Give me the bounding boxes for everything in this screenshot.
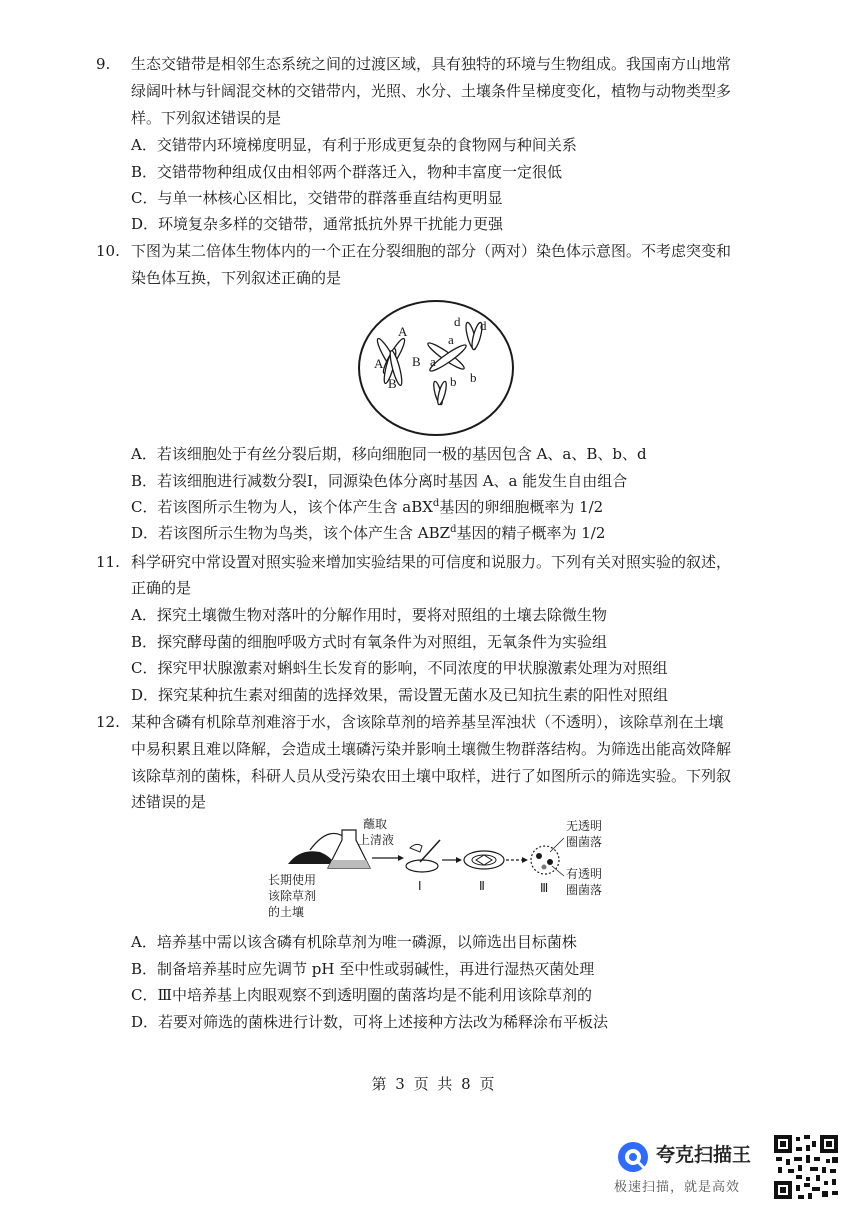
gene-label: B: [388, 376, 397, 391]
gene-label: d: [454, 314, 461, 329]
option-b: B．制备培养基时应先调节 pH 至中性或弱碱性，再进行湿热灭菌处理: [131, 960, 595, 978]
question-text-line: 样。下列叙述错误的是: [131, 109, 282, 127]
question-text-line: 生态交错带是相邻生态系统之间的过渡区域，具有独特的环境与生物组成。我国南方山地常: [131, 55, 732, 73]
option-d: D．环境复杂多样的交错带，通常抵抗外界干扰能力更强: [131, 215, 504, 233]
question-text-line: 下图为某二倍体生物体内的一个正在分裂细胞的部分（两对）染色体示意图。不考虑突变和: [131, 242, 732, 260]
figure-label: 圈菌落: [566, 883, 603, 897]
screening-experiment-diagram: [260, 818, 630, 928]
option-a: A．交错带内环境梯度明显，有利于形成更复杂的食物网与种间关系: [131, 136, 577, 154]
option-a: A．探究土壤微生物对落叶的分解作用时，要将对照组的土壤去除微生物: [131, 606, 607, 624]
option-d: D．探究某种抗生素对细菌的选择效果，需设置无菌水及已知抗生素的阳性对照组: [131, 686, 669, 704]
option-a: A．若该细胞处于有丝分裂后期，移向细胞同一极的基因包含 A、a、B、b、d: [131, 445, 647, 463]
option-d: D．若要对筛选的菌株进行计数，可将上述接种方法改为稀释涂布平板法: [131, 1013, 609, 1031]
question-text-line: 述错误的是: [131, 793, 207, 811]
question-text-line: 某种含磷有机除草剂难溶于水，含该除草剂的培养基呈浑浊状（不透明），该除草剂在土壤: [131, 713, 724, 731]
qr-code-icon: [772, 1133, 840, 1201]
superscript: d: [432, 498, 440, 509]
figure-label: 长期使用: [268, 873, 317, 887]
option-b: B．若该细胞进行减数分裂Ⅰ，同源染色体分离时基因 A、a 能发生自由组合: [131, 472, 628, 490]
gene-label: A: [374, 356, 384, 371]
option-c: [131, 496, 603, 518]
soil-sample-icon: [288, 851, 335, 864]
question-number: 12.: [96, 713, 120, 731]
brand-slogan: 极速扫描，就是高效: [614, 1180, 741, 1195]
option-text: 基因的卵细胞概率为 1/2: [439, 498, 604, 516]
question-number: 9.: [96, 55, 111, 73]
option-c: C．Ⅲ中培养基上肉眼观察不到透明圈的菌落均是不能利用该除草剂的: [131, 986, 592, 1004]
question-number: 10.: [96, 242, 120, 260]
figure-label: 的土壤: [268, 905, 305, 919]
question-text-line: 该除草剂的菌株，科研人员从受污染农田土壤中取样，进行了如图所示的筛选实验。下列叙: [131, 767, 732, 785]
figure-label: 圈菌落: [566, 835, 603, 849]
gene-label: b: [470, 370, 477, 385]
gene-label: b: [450, 374, 457, 389]
question-text-line: 科学研究中常设置对照实验来增加实验结果的可信度和说服力。下列有关对照实验的叙述，: [131, 553, 732, 571]
question-number: 11.: [96, 553, 120, 571]
option-b: B．探究酵母菌的细胞呼吸方式时有氧条件为对照组，无氧条件为实验组: [131, 633, 608, 651]
option-text: C．若该图所示生物为人，该个体产生含 aBX: [131, 498, 433, 516]
figure-label: 该除草剂: [268, 889, 317, 903]
page-footer: 第 3 页 共 8 页: [371, 1075, 497, 1093]
option-text: 基因的精子概率为 1/2: [456, 524, 606, 542]
scanner-watermark: [612, 1140, 782, 1200]
quark-logo-icon: [616, 1140, 650, 1174]
option-d: [131, 522, 605, 544]
gene-label: a: [430, 354, 436, 369]
gene-label: A: [398, 324, 408, 339]
cell-chromosome-diagram: [356, 298, 516, 438]
gene-label: a: [448, 332, 454, 347]
brand-name: 夸克扫描王: [656, 1144, 752, 1166]
plate-icon: [464, 851, 504, 869]
gene-label: B: [412, 354, 421, 369]
gene-label: d: [480, 318, 487, 333]
step-label: Ⅱ: [479, 879, 485, 893]
step-label: Ⅰ: [418, 879, 422, 893]
plate-icon: [406, 860, 438, 872]
question-text-line: 正确的是: [131, 579, 192, 597]
figure-label: 有透明: [566, 867, 603, 881]
option-a: A．培养基中需以该含磷有机除草剂为唯一磷源，以筛选出目标菌株: [131, 933, 577, 951]
superscript: d: [450, 524, 457, 535]
figure-label: 无透明: [566, 819, 603, 833]
option-c: C．探究甲状腺激素对蝌蚪生长发育的影响，不同浓度的甲状腺激素处理为对照组: [131, 659, 668, 677]
step-label: Ⅲ: [540, 881, 549, 895]
figure-label: 上清液: [358, 833, 395, 847]
question-text-line: 绿阔叶林与针阔混交林的交错带内，光照、水分、土壤条件呈梯度变化，植物与动物类型多: [131, 82, 732, 100]
figure-label: 蘸取: [363, 818, 388, 831]
option-b: B．交错带物种组成仅由相邻两个群落迁入，物种丰富度一定很低: [131, 163, 563, 181]
option-c: C．与单一林核心区相比，交错带的群落垂直结构更明显: [131, 189, 503, 207]
question-text-line: 中易积累且难以降解，会造成土壤磷污染并影响土壤微生物群落结构。为筛选出能高效降解: [131, 740, 732, 758]
question-text-line: 染色体互换，下列叙述正确的是: [131, 269, 342, 287]
plate-icon: [531, 846, 559, 874]
option-text: D．若该图所示生物为鸟类，该个体产生含 ABZ: [131, 524, 451, 542]
